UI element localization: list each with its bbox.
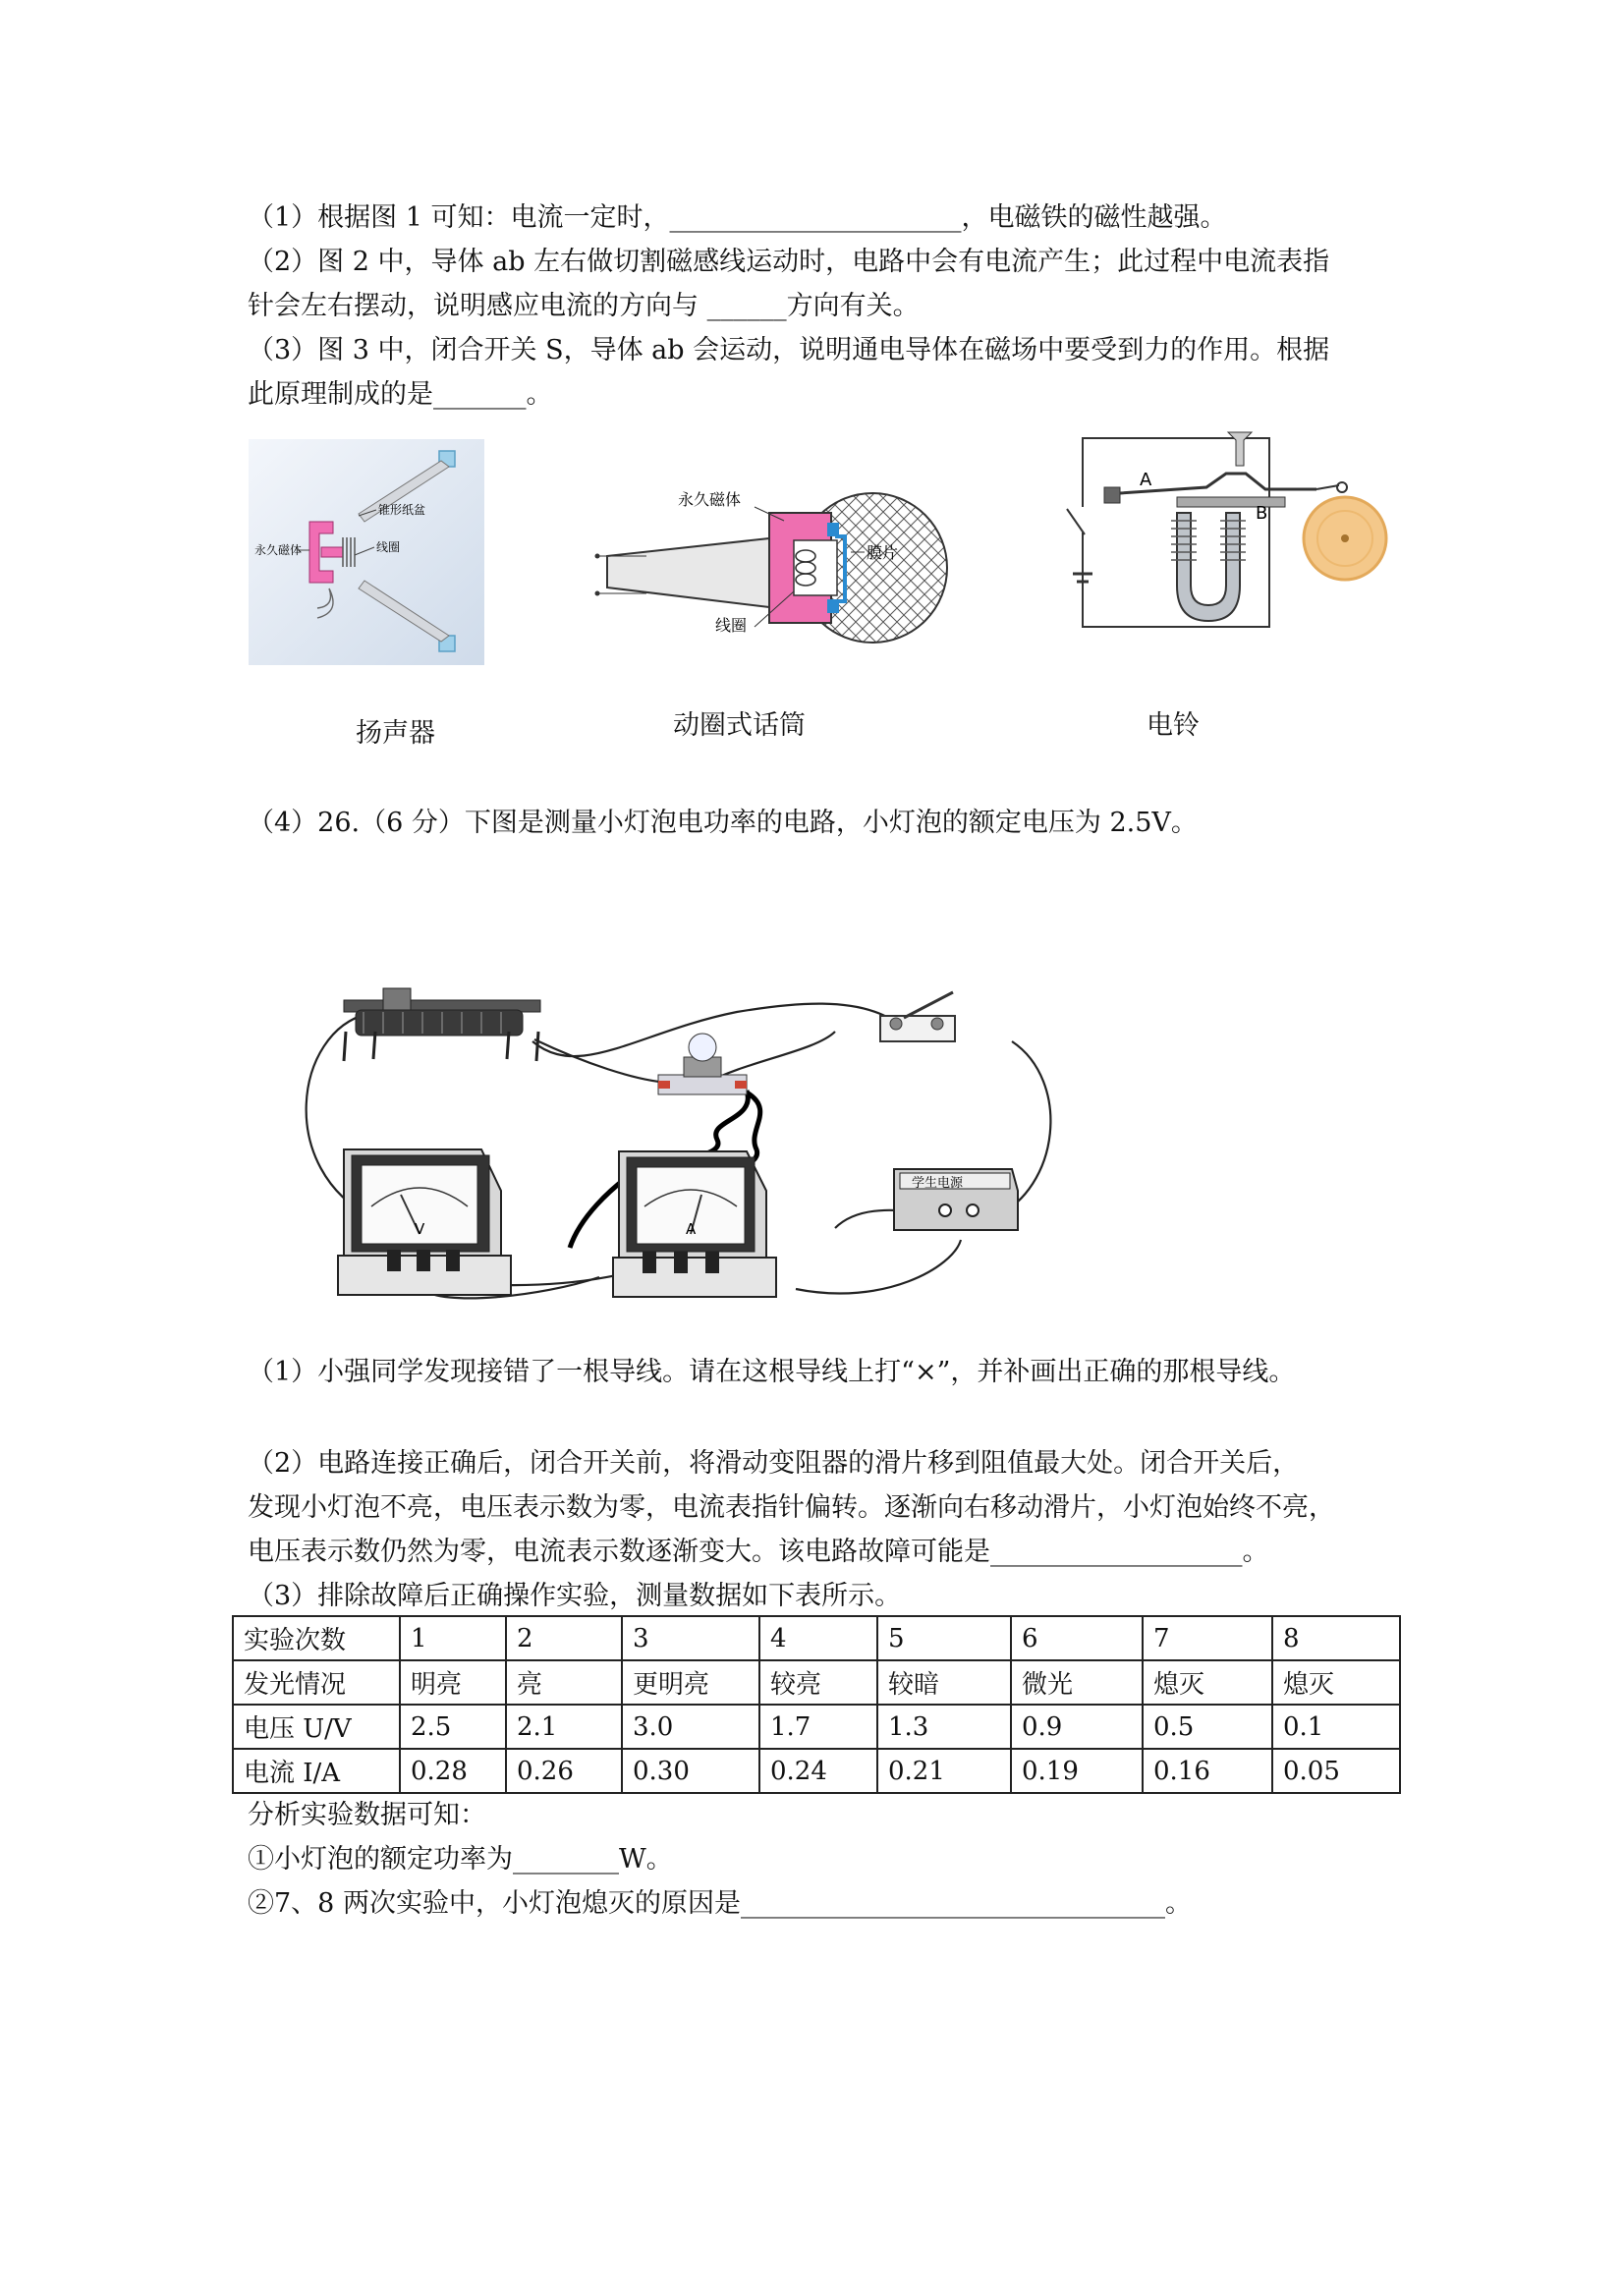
subquestion-3: （3）排除故障后正确操作实验，测量数据如下表所示。 — [248, 1581, 902, 1611]
table-cell: 较亮 — [759, 1660, 877, 1705]
electric-bell-figure — [1059, 428, 1393, 640]
table-cell: 0.21 — [877, 1749, 1011, 1793]
table-cell: 0.28 — [400, 1749, 506, 1793]
table-cell: 1.7 — [759, 1705, 877, 1749]
table-cell: 0.1 — [1272, 1705, 1400, 1749]
table-cell: 3.0 — [622, 1705, 759, 1749]
table-cell: 明亮 — [400, 1660, 506, 1705]
table-cell: 2.5 — [400, 1705, 506, 1749]
table-cell: 0.16 — [1143, 1749, 1272, 1793]
question-1: （1）根据图 1 可知：电流一定时，______________________，电磁铁的磁性越强。 — [248, 202, 1227, 233]
table-cell: 电压 U/V — [233, 1705, 400, 1749]
table-cell: 1 — [400, 1616, 506, 1660]
speaker-cone-label: 锥形纸盆 — [378, 503, 426, 517]
speaker-coil-label: 线圈 — [376, 540, 401, 554]
table-cell: 7 — [1143, 1616, 1272, 1660]
table-cell: 2 — [506, 1616, 622, 1660]
table-cell: 2.1 — [506, 1705, 622, 1749]
microphone-film-label: 膜片 — [867, 543, 899, 562]
power-supply-label: 学生电源 — [912, 1176, 964, 1191]
circuit-diagram — [285, 973, 1061, 1316]
bell-label-a: A — [1140, 470, 1152, 490]
bell-caption: 电铃 — [1147, 710, 1200, 741]
table-cell: 实验次数 — [233, 1616, 400, 1660]
microphone-magnet-label: 永久磁体 — [678, 490, 742, 509]
subquestion-2-line-1: （2）电路连接正确后，闭合开关前，将滑动变阻器的滑片移到阻值最大处。闭合开关后， — [248, 1448, 1300, 1479]
table-cell: 亮 — [506, 1660, 622, 1705]
table-cell: 熄灭 — [1143, 1660, 1272, 1705]
table-cell: 8 — [1272, 1616, 1400, 1660]
table-row — [233, 1616, 1400, 1660]
table-cell: 0.9 — [1011, 1705, 1143, 1749]
table-cell: 熄灭 — [1272, 1660, 1400, 1705]
table-cell: 更明亮 — [622, 1660, 759, 1705]
table-cell: 0.24 — [759, 1749, 877, 1793]
table-cell: 6 — [1011, 1616, 1143, 1660]
table-cell: 较暗 — [877, 1660, 1011, 1705]
question-4-intro: （4）26.（6 分）下图是测量小灯泡电功率的电路，小灯泡的额定电压为 2.5V。 — [248, 808, 1198, 838]
table-cell: 5 — [877, 1616, 1011, 1660]
table-cell: 发光情况 — [233, 1660, 400, 1705]
microphone-figure — [588, 477, 961, 644]
question-2-line-2: 针会左右摆动，说明感应电流的方向与 ______方向有关。 — [248, 291, 920, 321]
bell-label-b: B — [1256, 503, 1268, 524]
table-cell: 1.3 — [877, 1705, 1011, 1749]
table-row — [233, 1705, 1400, 1749]
table-row — [233, 1660, 1400, 1705]
question-3-line-1: （3）图 3 中，闭合开关 S，导体 ab 会运动，说明通电导体在磁场中要受到力的作用。根据 — [248, 335, 1330, 365]
table-cell: 电流 I/A — [233, 1749, 400, 1793]
speaker-figure — [249, 439, 484, 665]
question-3-line-2: 此原理制成的是_______。 — [248, 379, 553, 410]
analysis-heading: 分析实验数据可知： — [248, 1800, 486, 1830]
table-cell: 0.30 — [622, 1749, 759, 1793]
speaker-magnet-label: 永久磁体 — [254, 543, 303, 557]
table-cell: 3 — [622, 1616, 759, 1660]
question-2-line-1: （2）图 2 中，导体 ab 左右做切割磁感线运动时，电路中会有电流产生；此过程中电流表指 — [248, 247, 1330, 277]
table-row — [233, 1749, 1400, 1793]
table-cell: 0.19 — [1011, 1749, 1143, 1793]
analysis-item-1: ①小灯泡的额定功率为________W。 — [248, 1844, 673, 1875]
ammeter-symbol: A — [686, 1220, 697, 1238]
table-cell: 0.05 — [1272, 1749, 1400, 1793]
table-cell: 微光 — [1011, 1660, 1143, 1705]
analysis-item-2: ②7、8 两次实验中，小灯泡熄灭的原因是________________________________。 — [248, 1888, 1192, 1919]
data-table — [232, 1615, 1401, 1794]
subquestion-2-line-3: 电压表示数仍然为零，电流表示数逐渐变大。该电路故障可能是___________________。 — [248, 1537, 1269, 1567]
table-cell: 0.5 — [1143, 1705, 1272, 1749]
microphone-coil-label: 线圈 — [715, 616, 748, 635]
subquestion-2-line-2: 发现小灯泡不亮，电压表示数为零，电流表指针偏转。逐渐向右移动滑片，小灯泡始终不亮， — [248, 1492, 1335, 1523]
microphone-caption: 动圈式话筒 — [673, 710, 806, 741]
subquestion-1: （1）小强同学发现接错了一根导线。请在这根导线上打“×”，并补画出正确的那根导线。 — [248, 1357, 1296, 1387]
table-cell: 0.26 — [506, 1749, 622, 1793]
table-cell: 4 — [759, 1616, 877, 1660]
voltmeter-symbol: V — [415, 1220, 425, 1238]
speaker-caption: 扬声器 — [356, 718, 435, 749]
